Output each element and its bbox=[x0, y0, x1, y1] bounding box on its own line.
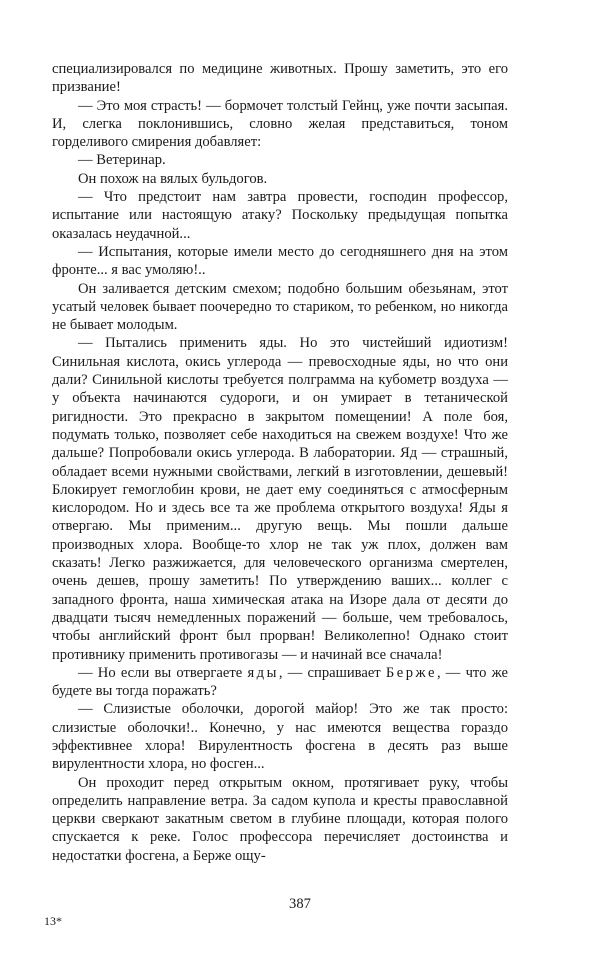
paragraph: — Ветеринар. bbox=[78, 152, 166, 169]
text-run: — Но если вы отвергаете bbox=[78, 664, 248, 681]
paragraph: Он заливается детским смехом; подобно большим обезьянам, этот усатый человек бывает поочередно то стариком, то ребенком, но никогда не бывает молодым. bbox=[52, 280, 508, 334]
paragraph: — Это моя страсть! — бормочет толстый Гейнц, уже почти засыпая. И, слегка поклонившись, словно желая представиться, тоном горделивого смирения добавляет: bbox=[52, 97, 508, 151]
paragraph: специализировался по медицине животных. Прошу заметить, это его призвание! bbox=[52, 61, 508, 96]
text-run: , — что же будете вы тогда поражать? bbox=[52, 664, 508, 700]
paragraph: — Испытания, которые имели место до сегодняшнего дня на этом фронте... я вас умоляю!.. bbox=[52, 243, 508, 279]
paragraph: — Пытались применить яды. Но это чистейший идиотизм! Синильная кислота, окись углерода — превосходные яды, но что они дали? Синильной кислоты требуется полграмма на кубометр воздуха — у объекта начинаются судороги, и он умирает в тетанической ригидности. Это прекрасно в закрытом помещении! А поле боя, подумать только, позволяет себе находиться на свежем воздухе! Что же дальше? Попробовали окись углерода. В лаборатории. Яд — страшный, обладает всеми нужными свойствами, легкий в изготовлении, дешевый! Блокирует гемоглобин крови, не дает ему соединяться с атмосферным кислородом. Но и здесь все та же проблема открытого воздуха! Яды я отвергаю. Мы применим... другую вещь. Мы пошли дальше производных хлора. Вообще-то хлор не так уж плох, должен вам сказать! Легко разжижается, для человеческого организма смертелен, очень дешев, прошу заметить! По утверждению ваших... коллег с западного фронта, наша химическая атака на Изоре дала от десяти до двадцати тысяч немедленных поражений — больше, чем требовалось, чтобы английский фронт был прорван! Великолепно! Однако стоит противнику применить противогазы — и начинай все сначала! bbox=[52, 335, 508, 663]
page-number: 387 bbox=[289, 896, 311, 912]
spaced-word: яды bbox=[247, 664, 279, 681]
signature-mark: 13* bbox=[44, 914, 62, 928]
paragraph-with-spaced-words bbox=[52, 664, 508, 701]
text-run: , — спрашивает bbox=[278, 664, 386, 681]
paragraph: — Что предстоит нам завтра провести, господин профессор, испытание или настоящую атаку? Поскольку предыдущая попытка оказалась неудачной... bbox=[52, 189, 508, 242]
spaced-word: Берже bbox=[385, 664, 437, 681]
paragraph: Он проходит перед открытым окном, протягивает руку, чтобы определить направление ветра. За садом купола и кресты православной церкви сверкают закатным светом в глубине площади, которая полого спускается к реке. Голос профессора перечисляет достоинства и недостатки фосгена, а Берже ощу- bbox=[52, 774, 508, 864]
body-text bbox=[52, 60, 508, 865]
paragraph: Он похож на вялых бульдогов. bbox=[78, 170, 268, 187]
paragraph: — Слизистые оболочки, дорогой майор! Это же так просто: слизистые оболочки!.. Конечно, у нас имеются вещества гораздо эффективнее хлора! Вирулентность фосгена в десять раз выше вирулентности хлора, но фосген... bbox=[52, 701, 508, 773]
